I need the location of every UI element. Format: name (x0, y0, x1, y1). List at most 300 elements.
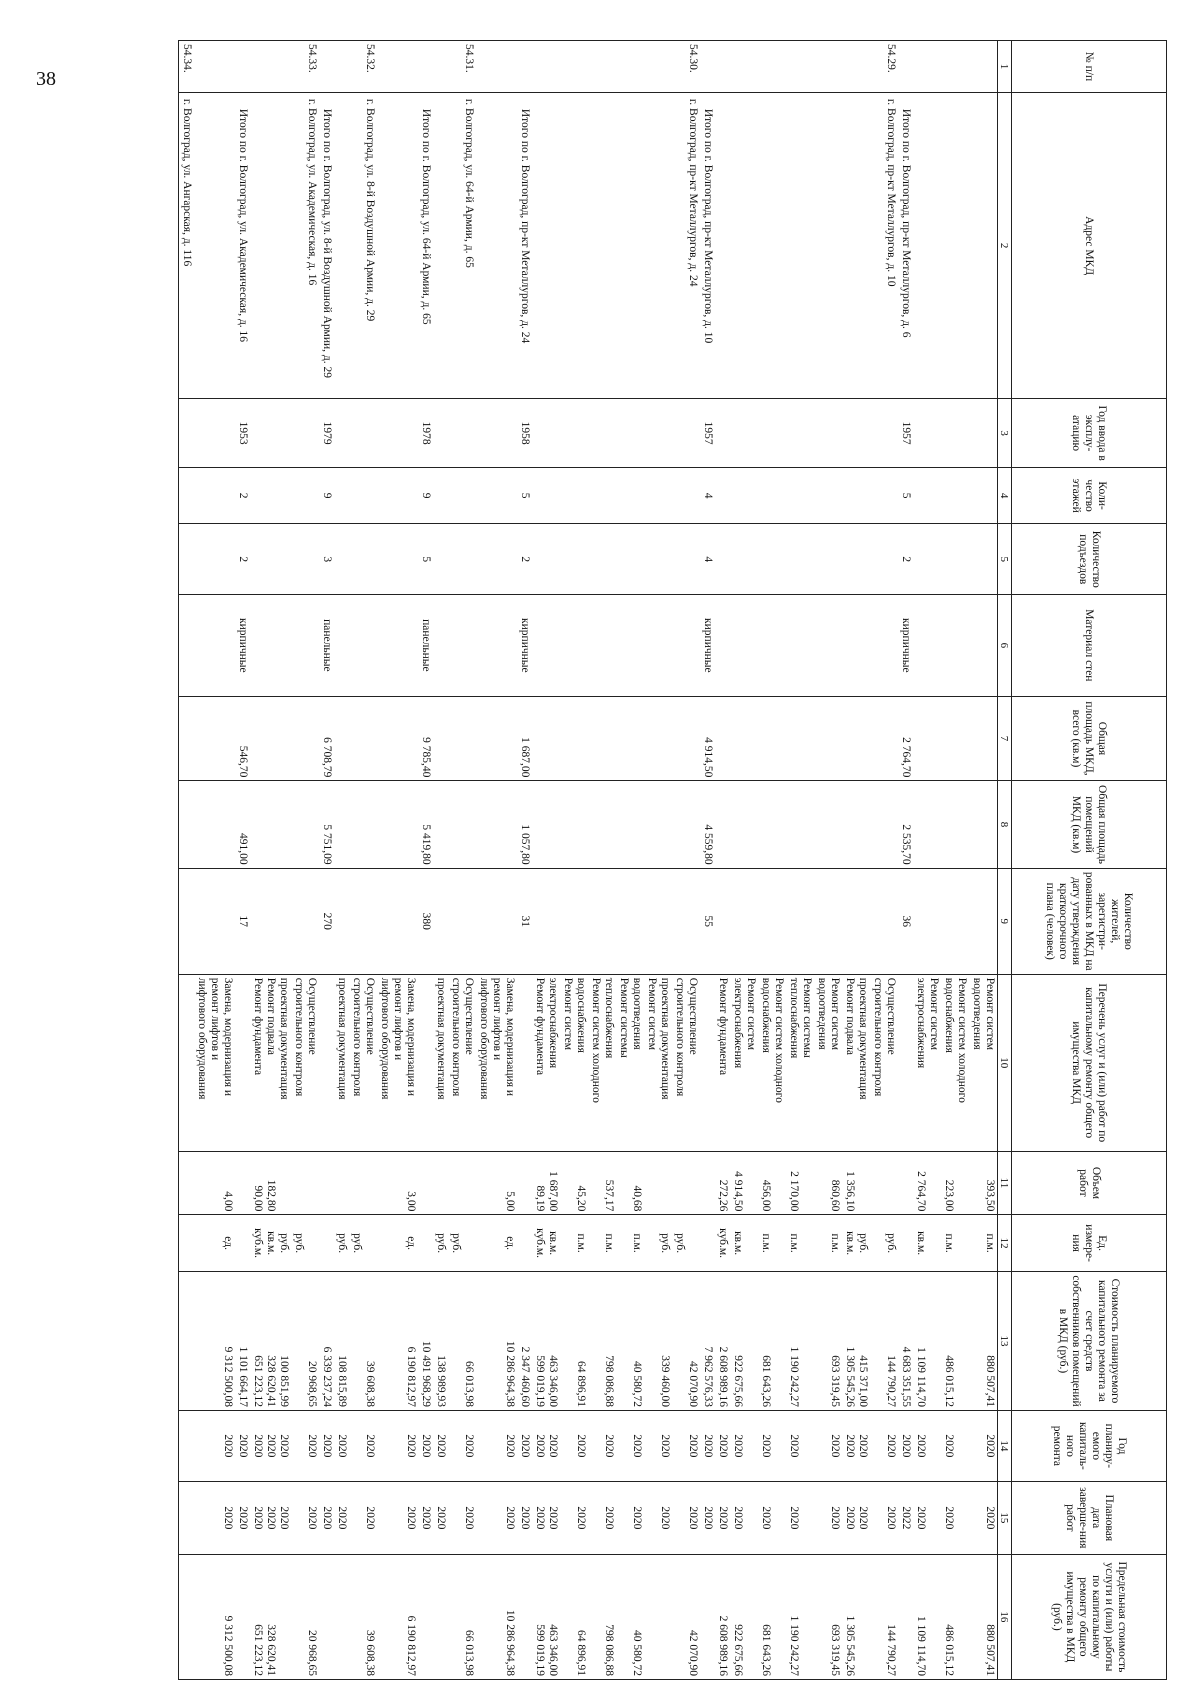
cell-line: 486 015,12 (943, 1624, 955, 1676)
cell-line: 463 346,00 (547, 1624, 559, 1676)
row-number-cell (786, 41, 814, 93)
total-area-cell (715, 696, 730, 781)
cell-line: руб. (293, 1233, 305, 1254)
total-row (418, 41, 433, 1680)
cell-line (744, 1485, 757, 1551)
cell-line: п.м. (984, 1233, 996, 1253)
work-volume-cell (532, 1151, 560, 1215)
cell-line: Осуществление (463, 977, 475, 1055)
cell-line: ед. (504, 1236, 516, 1250)
floors-cell: 9 (319, 467, 334, 524)
cell-line: 40,68 (631, 1185, 643, 1212)
cell-line (462, 1218, 475, 1268)
cost-cell (448, 1271, 476, 1410)
cell-line: 144 790,27 (885, 1624, 897, 1676)
work-volume-cell (179, 1151, 195, 1215)
cell-line: 6 190 812,97 (405, 1615, 417, 1676)
cell-line: Ремонт фундамента (252, 977, 264, 1076)
cell-line (335, 1558, 348, 1676)
total-area-cell (814, 696, 842, 781)
premises-area-cell: 1 057,80 (517, 781, 532, 868)
header-cell: Перечень услуг и (или) работ по капитальному ремонту общего имущества МКД (1012, 974, 1167, 1151)
cell-line: водоснабжения (760, 977, 772, 1053)
premises-area-cell (941, 781, 969, 868)
table-row (291, 41, 319, 1680)
premises-area-cell (448, 781, 476, 868)
cell-line: теплоснабжения (788, 977, 800, 1059)
address-cell (433, 92, 448, 399)
work-volume-cell (418, 1151, 433, 1215)
address-cell: г. Волгоград, ул. 8-й Воздушной Армии, д. 29 (349, 92, 377, 399)
header-cell: Ед. измере-ния (1012, 1215, 1167, 1272)
table-row (842, 41, 870, 1680)
header-cell: Год планиру-емого капиталь-ного ремонта (1012, 1411, 1167, 1482)
work-volume-cell (517, 1151, 532, 1215)
cell-line (772, 1218, 785, 1268)
cell-line (871, 1414, 884, 1478)
cell-line: 798 086,88 (603, 1624, 615, 1676)
cell-line: электроснабжения (732, 977, 744, 1069)
work-list-cell (517, 974, 532, 1151)
work-volume-cell (814, 1151, 842, 1215)
repair-year-cell (532, 1411, 560, 1482)
premises-area-cell (842, 781, 870, 868)
cell-line: 2020 (857, 1506, 869, 1530)
floors-cell (814, 467, 842, 524)
row-number-cell: 54.31. (448, 41, 476, 93)
premises-area-cell (194, 781, 235, 868)
cell-line: 2020 (278, 1434, 290, 1458)
completion-date-cell: 2020 (517, 1481, 532, 1554)
entrances-cell (730, 524, 758, 595)
cell-line: 2020 (504, 1506, 516, 1530)
premises-area-cell: 5 419,80 (418, 781, 433, 868)
cell-line: 40 580,72 (631, 1630, 643, 1676)
year-built-cell (913, 399, 941, 467)
cell-line: 2020 (435, 1434, 447, 1458)
cell-line: 2020 (984, 1434, 996, 1458)
floors-cell (334, 467, 349, 524)
residents-cell: 55 (700, 868, 715, 974)
cell-line: 2020 (278, 1506, 290, 1530)
work-volume-cell (476, 1151, 517, 1215)
cell-line: 2020 (631, 1506, 643, 1530)
repair-year-cell (334, 1411, 349, 1482)
row-number-cell (814, 41, 842, 93)
floors-cell (758, 467, 786, 524)
cell-line: 9 312 500,08 (222, 1615, 234, 1676)
cell-line: 2020 (915, 1506, 927, 1530)
cell-line (589, 1485, 602, 1551)
repair-year-cell (730, 1411, 758, 1482)
cell-line: 2020 (788, 1434, 800, 1458)
cell-line: 651 223,12 (252, 1355, 264, 1408)
cell-line: кв.м. (915, 1231, 927, 1256)
wall-material-cell (250, 595, 291, 696)
year-built-cell: 1957 (700, 399, 715, 467)
cell-line (744, 1218, 757, 1268)
cell-line: 2020 (788, 1506, 800, 1530)
row-number-cell: 54.29. (870, 41, 898, 93)
column-number: 12 (998, 1215, 1012, 1272)
work-list-cell (786, 974, 814, 1151)
cell-line: 4 914,50 (732, 1171, 744, 1212)
wall-material-cell: панельные (319, 595, 334, 696)
work-volume-cell (969, 1151, 998, 1215)
cell-line: 2020 (252, 1506, 264, 1530)
cell-line: 2020 (534, 1506, 546, 1530)
cell-line: теплоснабжения (603, 977, 615, 1059)
cell-line (589, 1275, 602, 1407)
cell-line: 42 070,90 (687, 1630, 699, 1676)
premises-area-cell (291, 781, 319, 868)
cell-line: 2020 (336, 1434, 348, 1458)
header-cell: Количество жителей, зарегистри-рованных в МКД на дату утверждения краткосрочного плана (человек) (1012, 868, 1167, 974)
address-cell (814, 92, 842, 399)
header-cell: Материал стен (1012, 595, 1167, 696)
cell-line: 1 190 242,27 (788, 1346, 800, 1408)
cell-line: электроснабжения (915, 977, 927, 1069)
wall-material-cell (842, 595, 870, 696)
cell-line (815, 1485, 828, 1551)
row-number-cell: 54.34. (179, 41, 195, 93)
address-cell (377, 92, 418, 399)
cell-line: 922 675,66 (732, 1624, 744, 1676)
cell-line (561, 1558, 574, 1676)
cell-line: 2020 (435, 1506, 447, 1530)
row-number-cell: 54.30. (672, 41, 700, 93)
cell-line: Ремонт систем холодного (773, 977, 785, 1103)
residents-cell (814, 868, 842, 974)
residents-cell (250, 868, 291, 974)
cell-line (449, 1275, 462, 1407)
cell-line: 144 790,27 (885, 1355, 897, 1408)
unit-cell (476, 1215, 517, 1272)
cell-line (800, 1485, 813, 1551)
cell-line (744, 1275, 757, 1407)
cell-line: 20 968,65 (306, 1630, 318, 1676)
wall-material-cell (349, 595, 377, 696)
unit-cell (672, 1215, 700, 1272)
cell-line (673, 1414, 686, 1478)
cell-line (673, 1558, 686, 1676)
cell-line (970, 1485, 983, 1551)
cell-line: 2020 (364, 1506, 376, 1530)
cost-cell (913, 1271, 941, 1410)
cell-line: 6 190 812,97 (405, 1346, 417, 1408)
cell-line: 2020 (603, 1434, 615, 1458)
residents-cell: 380 (418, 868, 433, 974)
address-cell (476, 92, 517, 399)
work-volume-cell (433, 1151, 448, 1215)
premises-area-cell (250, 781, 291, 868)
cell-line: 2020 (687, 1434, 699, 1458)
cell-line (350, 1558, 363, 1676)
cell-line (561, 1414, 574, 1478)
column-number: 16 (998, 1554, 1012, 1679)
work-list-cell (194, 974, 235, 1151)
cell-line: 599 019,19 (534, 1624, 546, 1676)
wall-material-cell (758, 595, 786, 696)
cell-line: 2020 (336, 1506, 348, 1530)
wall-material-cell (560, 595, 588, 696)
work-volume-cell (250, 1151, 291, 1215)
cell-line: 66 013,98 (463, 1361, 475, 1408)
entrances-cell (913, 524, 941, 595)
premises-area-cell (969, 781, 998, 868)
cell-line (645, 1218, 658, 1268)
completion-date-cell (758, 1481, 786, 1554)
cell-line: 2020 (760, 1434, 772, 1458)
cell-line: строительного контроля (872, 977, 884, 1097)
cost-cell (291, 1271, 319, 1410)
address-cell: г. Волгоград, ул. 64-й Армии, д. 65 (448, 92, 476, 399)
cell-line (856, 1155, 869, 1212)
work-volume-cell (291, 1151, 319, 1215)
unit-cell (560, 1215, 588, 1272)
work-list-cell (672, 974, 700, 1151)
total-area-cell (433, 696, 448, 781)
cell-line: 39 608,38 (364, 1630, 376, 1676)
cell-line (955, 1558, 968, 1676)
cell-line (800, 1275, 813, 1407)
cell-line: 681 643,26 (760, 1355, 772, 1408)
total-area-cell (730, 696, 758, 781)
cell-line: проектная документация (857, 977, 869, 1100)
floors-cell (250, 467, 291, 524)
cell-line (815, 1155, 828, 1212)
residents-cell (786, 868, 814, 974)
address-cell (588, 92, 616, 399)
year-built-cell: 1958 (517, 399, 532, 467)
work-list-cell (291, 974, 319, 1151)
table-row (194, 41, 235, 1680)
wall-material-cell (941, 595, 969, 696)
cell-line: Осуществление (306, 977, 318, 1055)
cell-line (772, 1414, 785, 1478)
cell-line: 2020 (306, 1434, 318, 1458)
cell-line: п.м. (943, 1233, 955, 1253)
header-cell: Объем работ (1012, 1151, 1167, 1215)
max-cost-cell (715, 1554, 730, 1679)
cell-line: Замена, модернизация и (222, 977, 234, 1097)
unit-cell (588, 1215, 616, 1272)
cell-line (617, 1275, 630, 1407)
entrances-cell (644, 524, 672, 595)
max-cost-cell (644, 1554, 672, 1679)
residents-cell (448, 868, 476, 974)
premises-area-cell: 5 751,09 (319, 781, 334, 868)
max-cost-cell (250, 1554, 291, 1679)
table-body (179, 41, 998, 1680)
year-built-cell (715, 399, 730, 467)
column-number: 5 (998, 524, 1012, 595)
cell-line: 1 109 114,70 (915, 1347, 927, 1408)
cell-line: 2020 (829, 1506, 841, 1530)
floors-cell (433, 467, 448, 524)
table-row (334, 41, 349, 1680)
total-row (898, 41, 913, 1680)
work-volume-cell (700, 1151, 715, 1215)
cell-line: 693 319,45 (829, 1355, 841, 1408)
repair-year-cell: 2020 (898, 1411, 913, 1482)
entrances-cell (433, 524, 448, 595)
address-cell (644, 92, 672, 399)
address-cell (941, 92, 969, 399)
year-built-cell (969, 399, 998, 467)
row-number-cell (913, 41, 941, 93)
completion-date-cell (349, 1481, 377, 1554)
total-area-cell: 6 708,79 (319, 696, 334, 781)
cell-line (617, 1218, 630, 1268)
total-area-cell (786, 696, 814, 781)
cell-line: Ремонт систем холодного (956, 977, 968, 1103)
total-area-cell (616, 696, 644, 781)
cell-line: Осуществление (364, 977, 376, 1055)
cost-cell (377, 1271, 418, 1410)
row-number-cell (700, 41, 715, 93)
premises-area-cell: 4 559,80 (700, 781, 715, 868)
cell-line (970, 1275, 983, 1407)
repair-year-cell: 2020 (418, 1411, 433, 1482)
cell-line: 393,50 (984, 1179, 996, 1212)
max-cost-cell (913, 1554, 941, 1679)
cell-line: 108 815,89 (336, 1355, 348, 1408)
cell-line: 2020 (534, 1434, 546, 1458)
wall-material-cell (644, 595, 672, 696)
cell-line: 2020 (504, 1434, 516, 1458)
work-volume-cell (588, 1151, 616, 1215)
cell-line: водоотведения (816, 977, 828, 1050)
floors-cell (588, 467, 616, 524)
cell-line: руб. (674, 1233, 686, 1254)
work-list-cell (814, 974, 842, 1151)
floors-cell (969, 467, 998, 524)
max-cost-cell (842, 1554, 870, 1679)
wall-material-cell (433, 595, 448, 696)
cell-line: Ремонт систем (984, 977, 996, 1050)
repair-year-cell (448, 1411, 476, 1482)
repair-year-cell (941, 1411, 969, 1482)
unit-cell (418, 1215, 433, 1272)
cell-line: Ремонт системы (618, 977, 630, 1058)
cell-line: 42 070,90 (687, 1361, 699, 1408)
table-row (250, 41, 291, 1680)
cell-line (363, 1218, 376, 1268)
cell-line: ед. (405, 1236, 417, 1250)
row-number-cell (377, 41, 418, 93)
table-row (588, 41, 616, 1680)
table-row (941, 41, 969, 1680)
wall-material-cell (291, 595, 319, 696)
work-list-cell (842, 974, 870, 1151)
row-number-cell (898, 41, 913, 93)
year-built-cell (377, 399, 418, 467)
total-row (700, 41, 715, 1680)
residents-cell (941, 868, 969, 974)
completion-date-cell (194, 1481, 235, 1554)
cell-line: 2020 (306, 1506, 318, 1530)
address-cell: Итого по г. Волгоград, пр-кт Металлургов, д. 6 (898, 92, 913, 399)
work-volume-cell (377, 1151, 418, 1215)
repair-year-cell (560, 1411, 588, 1482)
table-row (616, 41, 644, 1680)
cell-line: 2020 (222, 1434, 234, 1458)
total-area-cell (913, 696, 941, 781)
cell-line: ремонт лифтов и (491, 977, 503, 1061)
cell-line: 10 286 964,38 (504, 1609, 516, 1676)
row-number-cell (517, 41, 532, 93)
cell-line: лифтового оборудования (478, 977, 490, 1100)
year-built-cell (250, 399, 291, 467)
unit-cell (786, 1215, 814, 1272)
residents-cell (672, 868, 700, 974)
residents-cell: 36 (898, 868, 913, 974)
repair-year-cell (291, 1411, 319, 1482)
wall-material-cell (786, 595, 814, 696)
unit-cell (448, 1215, 476, 1272)
cell-line: 2020 (575, 1506, 587, 1530)
max-cost-cell (517, 1554, 532, 1679)
year-built-cell: 1979 (319, 399, 334, 467)
cell-line: 3,00 (405, 1191, 417, 1212)
cell-line: 2020 (265, 1434, 277, 1458)
cell-line: ед. (222, 1236, 234, 1250)
work-list-cell (532, 974, 560, 1151)
address-cell (842, 92, 870, 399)
cost-cell: 2 347 460,60 (517, 1271, 532, 1410)
entrances-cell: 2 (517, 524, 532, 595)
entrances-cell (250, 524, 291, 595)
cell-line: строительного контроля (450, 977, 462, 1097)
address-cell: г. Волгоград, пр-кт Металлургов, д. 10 (870, 92, 898, 399)
cell-line: Ремонт подвала (265, 977, 277, 1055)
column-number: 11 (998, 1151, 1012, 1215)
total-area-cell (448, 696, 476, 781)
cell-line: водоотведения (631, 977, 643, 1050)
completion-date-cell: 2022 (898, 1481, 913, 1554)
premises-area-cell (349, 781, 377, 868)
row-number-cell (476, 41, 517, 93)
repair-year-cell: 2020 (517, 1411, 532, 1482)
cell-line: п.м. (788, 1233, 800, 1253)
table-row (672, 41, 700, 1680)
cell-line: Ремонт систем (829, 977, 841, 1050)
total-area-cell (870, 696, 898, 781)
row-number-cell (758, 41, 786, 93)
cell-line: 1 305 545,26 (844, 1615, 856, 1676)
cell-line: строительного контроля (674, 977, 686, 1097)
address-cell: г. Волгоград, ул. Ангарская, д. 116 (179, 92, 195, 399)
cell-line: 2020 (405, 1434, 417, 1458)
address-cell (532, 92, 560, 399)
total-area-cell (969, 696, 998, 781)
premises-area-cell (532, 781, 560, 868)
cell-line: 456,00 (760, 1179, 772, 1212)
work-list-cell (913, 974, 941, 1151)
cell-line (871, 1485, 884, 1551)
header-cell: № п/п (1012, 41, 1167, 93)
row-number-cell (319, 41, 334, 93)
residents-cell: 270 (319, 868, 334, 974)
cell-line: Замена, модернизация и (405, 977, 417, 1097)
row-number-cell (941, 41, 969, 93)
cost-cell (870, 1271, 898, 1410)
year-built-cell: 1953 (235, 399, 250, 467)
premises-area-cell (179, 781, 195, 868)
cell-line (617, 1558, 630, 1676)
table-row (913, 41, 941, 1680)
